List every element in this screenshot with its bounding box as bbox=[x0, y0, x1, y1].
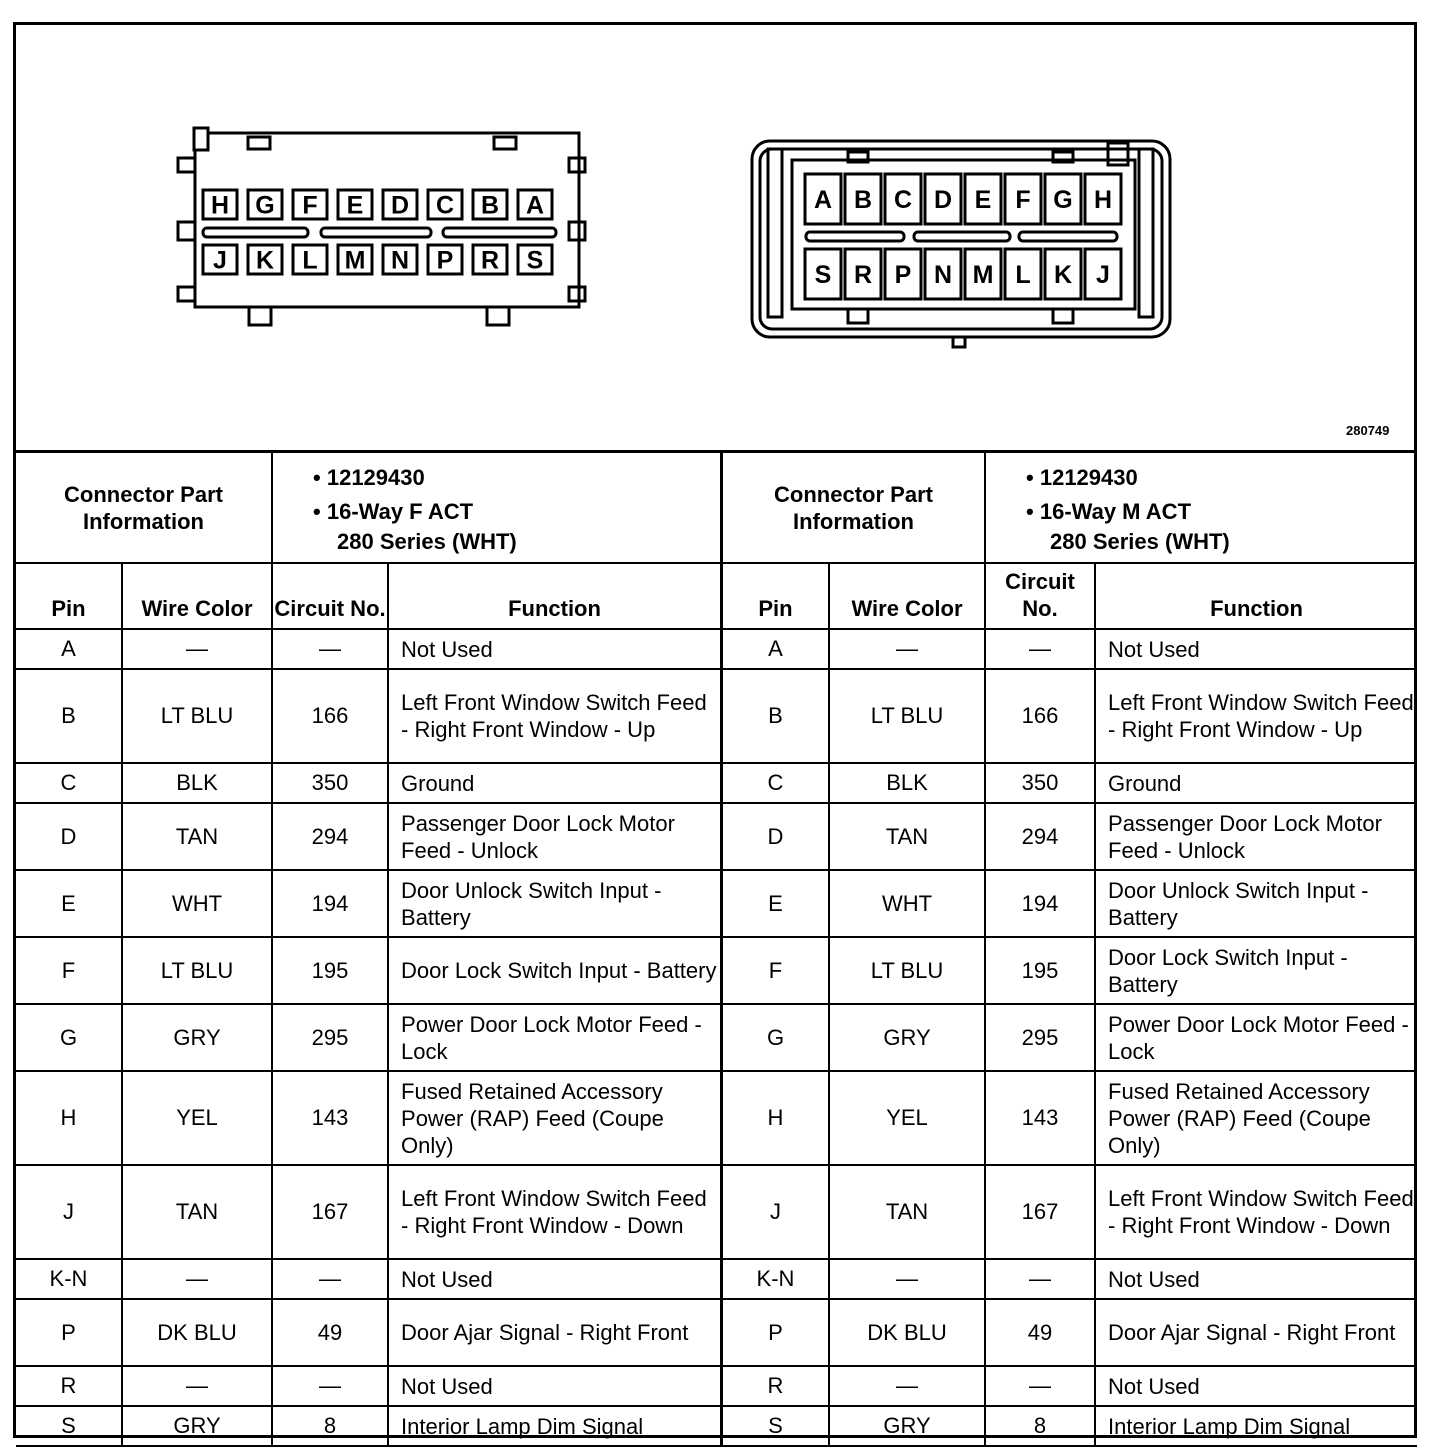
pin-letter: F bbox=[302, 191, 318, 220]
header-function: Function bbox=[388, 563, 720, 629]
cell-circuit: — bbox=[985, 1259, 1095, 1299]
cell-circuit: 194 bbox=[272, 870, 388, 937]
pin-cell bbox=[248, 245, 282, 275]
table-row bbox=[16, 629, 720, 669]
cell-circuit: 195 bbox=[272, 937, 388, 1004]
cell-circuit: 143 bbox=[272, 1071, 388, 1165]
cell-circuit: 8 bbox=[272, 1406, 388, 1446]
table-row bbox=[723, 629, 1417, 669]
pin-cell bbox=[965, 249, 1001, 299]
pin-letter: H bbox=[1093, 186, 1113, 214]
cell-function: Interior Lamp Dim Signal bbox=[1095, 1406, 1417, 1446]
info-label: Connector Part Information bbox=[723, 453, 985, 563]
cell-wire-color: — bbox=[829, 629, 985, 669]
table-row bbox=[16, 1259, 720, 1299]
pin-letter: C bbox=[893, 186, 913, 214]
cell-wire-color: GRY bbox=[122, 1406, 272, 1446]
right-connector-bottom-pins bbox=[805, 249, 1121, 299]
pin-cell bbox=[845, 249, 881, 299]
cell-circuit: 143 bbox=[985, 1071, 1095, 1165]
cell-pin: B bbox=[16, 669, 122, 763]
pin-cell bbox=[1085, 174, 1121, 224]
pinout-table bbox=[723, 453, 1417, 1447]
left-connector bbox=[178, 128, 585, 325]
cell-circuit: 166 bbox=[272, 669, 388, 763]
pin-cell bbox=[1005, 174, 1041, 224]
pin-cell bbox=[293, 190, 327, 220]
pin-letter: L bbox=[1015, 261, 1031, 289]
table-row bbox=[723, 803, 1417, 870]
table-row bbox=[723, 669, 1417, 763]
pin-letter: J bbox=[1096, 261, 1110, 289]
cell-wire-color: LT BLU bbox=[122, 669, 272, 763]
table-row bbox=[723, 1071, 1417, 1165]
cell-wire-color: GRY bbox=[122, 1004, 272, 1071]
connector-diagram-area bbox=[16, 25, 1414, 450]
cell-function: Door Lock Switch Input - Battery bbox=[1095, 937, 1417, 1004]
cell-circuit: 166 bbox=[985, 669, 1095, 763]
cell-wire-color: — bbox=[829, 1366, 985, 1406]
pin-cell bbox=[925, 174, 961, 224]
pin-letter: E bbox=[346, 191, 364, 220]
cell-pin: F bbox=[16, 937, 122, 1004]
cell-wire-color: — bbox=[122, 629, 272, 669]
pin-cell bbox=[248, 190, 282, 220]
table-row bbox=[16, 803, 720, 870]
header-wire-color: Wire Color bbox=[122, 563, 272, 629]
header-circuit: Circuit No. bbox=[272, 563, 388, 629]
table-row bbox=[16, 1004, 720, 1071]
cell-wire-color: BLK bbox=[122, 763, 272, 803]
pin-cell bbox=[428, 245, 462, 275]
cell-function: Ground bbox=[388, 763, 720, 803]
cell-pin: C bbox=[723, 763, 829, 803]
cell-pin: A bbox=[723, 629, 829, 669]
part-series: 280 Series (WHT) bbox=[337, 529, 517, 554]
cell-circuit: 167 bbox=[985, 1165, 1095, 1259]
pin-cell bbox=[428, 190, 462, 220]
pin-letter: P bbox=[894, 261, 912, 289]
cell-function: Left Front Window Switch Feed - Right Front Window - Up bbox=[1095, 669, 1417, 763]
table-row bbox=[16, 1071, 720, 1165]
pin-letter: N bbox=[390, 246, 410, 275]
cell-circuit: 294 bbox=[272, 803, 388, 870]
cell-pin: D bbox=[723, 803, 829, 870]
pin-letter: D bbox=[390, 191, 410, 220]
cell-pin: P bbox=[16, 1299, 122, 1366]
table-row bbox=[16, 1406, 720, 1446]
header-pin: Pin bbox=[16, 563, 122, 629]
pin-letter: B bbox=[853, 186, 873, 214]
pin-letter: D bbox=[933, 186, 953, 214]
right-connector-top-pins bbox=[805, 174, 1121, 224]
figure-id: 280749 bbox=[1346, 423, 1390, 438]
pin-cell bbox=[293, 245, 327, 275]
table-row bbox=[16, 1299, 720, 1366]
pin-cell bbox=[965, 174, 1001, 224]
cell-circuit: 49 bbox=[985, 1299, 1095, 1366]
cell-pin: J bbox=[16, 1165, 122, 1259]
pin-letter: R bbox=[480, 246, 500, 275]
pinout-table bbox=[16, 453, 720, 1447]
cell-function: Fused Retained Accessory Power (RAP) Feed (Coupe Only) bbox=[1095, 1071, 1417, 1165]
part-description: • 16-Way M ACT bbox=[1026, 499, 1192, 524]
cell-wire-color: TAN bbox=[829, 1165, 985, 1259]
cell-pin: K-N bbox=[723, 1259, 829, 1299]
pin-cell bbox=[518, 245, 552, 275]
cell-circuit: 295 bbox=[985, 1004, 1095, 1071]
cell-circuit: 350 bbox=[272, 763, 388, 803]
cell-pin: F bbox=[723, 937, 829, 1004]
cell-pin: K-N bbox=[16, 1259, 122, 1299]
cell-wire-color: DK BLU bbox=[829, 1299, 985, 1366]
cell-pin: E bbox=[16, 870, 122, 937]
table-row bbox=[723, 1366, 1417, 1406]
cell-function: Ground bbox=[1095, 763, 1417, 803]
pin-cell bbox=[805, 249, 841, 299]
cell-function: Door Ajar Signal - Right Front bbox=[388, 1299, 720, 1366]
pin-cell bbox=[338, 190, 372, 220]
left-connector-table bbox=[16, 453, 720, 1447]
pin-cell bbox=[885, 249, 921, 299]
cell-function: Not Used bbox=[388, 629, 720, 669]
pin-cell bbox=[805, 174, 841, 224]
cell-wire-color: LT BLU bbox=[829, 937, 985, 1004]
header-pin: Pin bbox=[723, 563, 829, 629]
cell-pin: G bbox=[16, 1004, 122, 1071]
table-row bbox=[16, 937, 720, 1004]
cell-wire-color: GRY bbox=[829, 1004, 985, 1071]
table-row bbox=[723, 763, 1417, 803]
connector-tables bbox=[16, 450, 1414, 1439]
info-label: Connector Part Information bbox=[16, 453, 272, 563]
pin-letter: R bbox=[853, 261, 873, 289]
header-circuit: Circuit No. bbox=[985, 563, 1095, 629]
cell-pin: H bbox=[723, 1071, 829, 1165]
pin-letter: L bbox=[302, 246, 318, 275]
pin-letter: F bbox=[1015, 186, 1031, 214]
pin-letter: K bbox=[255, 246, 275, 275]
cell-pin: G bbox=[723, 1004, 829, 1071]
cell-function: Power Door Lock Motor Feed - Lock bbox=[388, 1004, 720, 1071]
part-description: • 16-Way F ACT bbox=[313, 499, 474, 524]
cell-wire-color: LT BLU bbox=[122, 937, 272, 1004]
cell-wire-color: YEL bbox=[122, 1071, 272, 1165]
cell-circuit: — bbox=[985, 629, 1095, 669]
pin-letter: B bbox=[480, 191, 500, 220]
pin-cell bbox=[383, 245, 417, 275]
pin-cell bbox=[473, 190, 507, 220]
pin-letter: K bbox=[1053, 261, 1073, 289]
right-connector bbox=[752, 141, 1170, 347]
connector-diagrams bbox=[16, 25, 1414, 450]
cell-wire-color: TAN bbox=[122, 803, 272, 870]
cell-pin: S bbox=[16, 1406, 122, 1446]
cell-pin: J bbox=[723, 1165, 829, 1259]
part-number: • 12129430 bbox=[313, 465, 425, 490]
pin-letter: P bbox=[436, 246, 454, 275]
pin-cell bbox=[1005, 249, 1041, 299]
left-connector-top-pins bbox=[203, 190, 552, 220]
cell-function: Interior Lamp Dim Signal bbox=[388, 1406, 720, 1446]
pin-cell bbox=[1045, 174, 1081, 224]
pin-cell bbox=[885, 174, 921, 224]
cell-circuit: 8 bbox=[985, 1406, 1095, 1446]
cell-pin: A bbox=[16, 629, 122, 669]
left-connector-bottom-pins bbox=[203, 245, 552, 275]
cell-circuit: 350 bbox=[985, 763, 1095, 803]
cell-circuit: — bbox=[272, 629, 388, 669]
cell-function: Left Front Window Switch Feed - Right Front Window - Down bbox=[388, 1165, 720, 1259]
pin-cell bbox=[518, 190, 552, 220]
cell-function: Left Front Window Switch Feed - Right Front Window - Up bbox=[388, 669, 720, 763]
cell-circuit: 194 bbox=[985, 870, 1095, 937]
pin-letter: E bbox=[974, 186, 992, 214]
cell-function: Door Unlock Switch Input - Battery bbox=[388, 870, 720, 937]
cell-wire-color: WHT bbox=[829, 870, 985, 937]
cell-function: Not Used bbox=[1095, 1259, 1417, 1299]
page-frame bbox=[13, 22, 1417, 1438]
cell-wire-color: BLK bbox=[829, 763, 985, 803]
cell-function: Door Ajar Signal - Right Front bbox=[1095, 1299, 1417, 1366]
pin-cell bbox=[1045, 249, 1081, 299]
cell-pin: B bbox=[723, 669, 829, 763]
right-connector-table bbox=[720, 453, 1417, 1447]
pin-cell bbox=[1085, 249, 1121, 299]
part-number: • 12129430 bbox=[1026, 465, 1138, 490]
cell-function: Passenger Door Lock Motor Feed - Unlock bbox=[388, 803, 720, 870]
cell-circuit: 294 bbox=[985, 803, 1095, 870]
table-row bbox=[723, 1259, 1417, 1299]
cell-circuit: 167 bbox=[272, 1165, 388, 1259]
table-row bbox=[16, 1165, 720, 1259]
part-info bbox=[985, 453, 1417, 563]
part-info bbox=[272, 453, 720, 563]
pin-letter: A bbox=[813, 186, 833, 214]
table-row bbox=[16, 870, 720, 937]
cell-pin: S bbox=[723, 1406, 829, 1446]
cell-wire-color: GRY bbox=[829, 1406, 985, 1446]
pin-letter: M bbox=[344, 246, 366, 275]
pin-cell bbox=[925, 249, 961, 299]
cell-function: Not Used bbox=[388, 1259, 720, 1299]
cell-pin: D bbox=[16, 803, 122, 870]
pin-letter: S bbox=[814, 261, 832, 289]
pin-letter: A bbox=[525, 191, 545, 220]
cell-function: Door Lock Switch Input - Battery bbox=[388, 937, 720, 1004]
pin-cell bbox=[338, 245, 372, 275]
pin-letter: H bbox=[210, 191, 230, 220]
cell-pin: R bbox=[16, 1366, 122, 1406]
pin-cell bbox=[383, 190, 417, 220]
pin-letter: M bbox=[972, 261, 994, 289]
pin-cell bbox=[473, 245, 507, 275]
pin-letter: N bbox=[933, 261, 953, 289]
cell-pin: H bbox=[16, 1071, 122, 1165]
cell-wire-color: WHT bbox=[122, 870, 272, 937]
table-row bbox=[723, 1406, 1417, 1446]
cell-function: Not Used bbox=[1095, 1366, 1417, 1406]
cell-wire-color: — bbox=[122, 1366, 272, 1406]
cell-circuit: 49 bbox=[272, 1299, 388, 1366]
pin-letter: G bbox=[1053, 186, 1073, 214]
part-series: 280 Series (WHT) bbox=[1050, 529, 1230, 554]
pin-letter: S bbox=[526, 246, 544, 275]
table-row bbox=[723, 1165, 1417, 1259]
cell-circuit: — bbox=[272, 1259, 388, 1299]
pin-cell bbox=[203, 190, 237, 220]
cell-wire-color: YEL bbox=[829, 1071, 985, 1165]
cell-function: Left Front Window Switch Feed - Right Front Window - Down bbox=[1095, 1165, 1417, 1259]
cell-function: Door Unlock Switch Input - Battery bbox=[1095, 870, 1417, 937]
cell-pin: P bbox=[723, 1299, 829, 1366]
pin-cell bbox=[845, 174, 881, 224]
table-row bbox=[16, 763, 720, 803]
cell-function: Passenger Door Lock Motor Feed - Unlock bbox=[1095, 803, 1417, 870]
cell-circuit: 295 bbox=[272, 1004, 388, 1071]
cell-wire-color: TAN bbox=[122, 1165, 272, 1259]
cell-circuit: — bbox=[272, 1366, 388, 1406]
pin-letter: J bbox=[213, 246, 227, 275]
cell-function: Not Used bbox=[1095, 629, 1417, 669]
cell-wire-color: — bbox=[122, 1259, 272, 1299]
cell-pin: C bbox=[16, 763, 122, 803]
pin-letter: G bbox=[255, 191, 275, 220]
cell-wire-color: TAN bbox=[829, 803, 985, 870]
table-row bbox=[723, 1299, 1417, 1366]
table-row bbox=[16, 1366, 720, 1406]
cell-function: Not Used bbox=[388, 1366, 720, 1406]
cell-wire-color: — bbox=[829, 1259, 985, 1299]
header-wire-color: Wire Color bbox=[829, 563, 985, 629]
cell-function: Fused Retained Accessory Power (RAP) Feed (Coupe Only) bbox=[388, 1071, 720, 1165]
table-row bbox=[723, 1004, 1417, 1071]
cell-circuit: — bbox=[985, 1366, 1095, 1406]
cell-pin: R bbox=[723, 1366, 829, 1406]
cell-wire-color: LT BLU bbox=[829, 669, 985, 763]
table-row bbox=[723, 870, 1417, 937]
table-row bbox=[723, 937, 1417, 1004]
cell-pin: E bbox=[723, 870, 829, 937]
pin-cell bbox=[203, 245, 237, 275]
cell-wire-color: DK BLU bbox=[122, 1299, 272, 1366]
cell-function: Power Door Lock Motor Feed - Lock bbox=[1095, 1004, 1417, 1071]
table-row bbox=[16, 669, 720, 763]
pin-letter: C bbox=[435, 191, 455, 220]
header-function: Function bbox=[1095, 563, 1417, 629]
cell-circuit: 195 bbox=[985, 937, 1095, 1004]
